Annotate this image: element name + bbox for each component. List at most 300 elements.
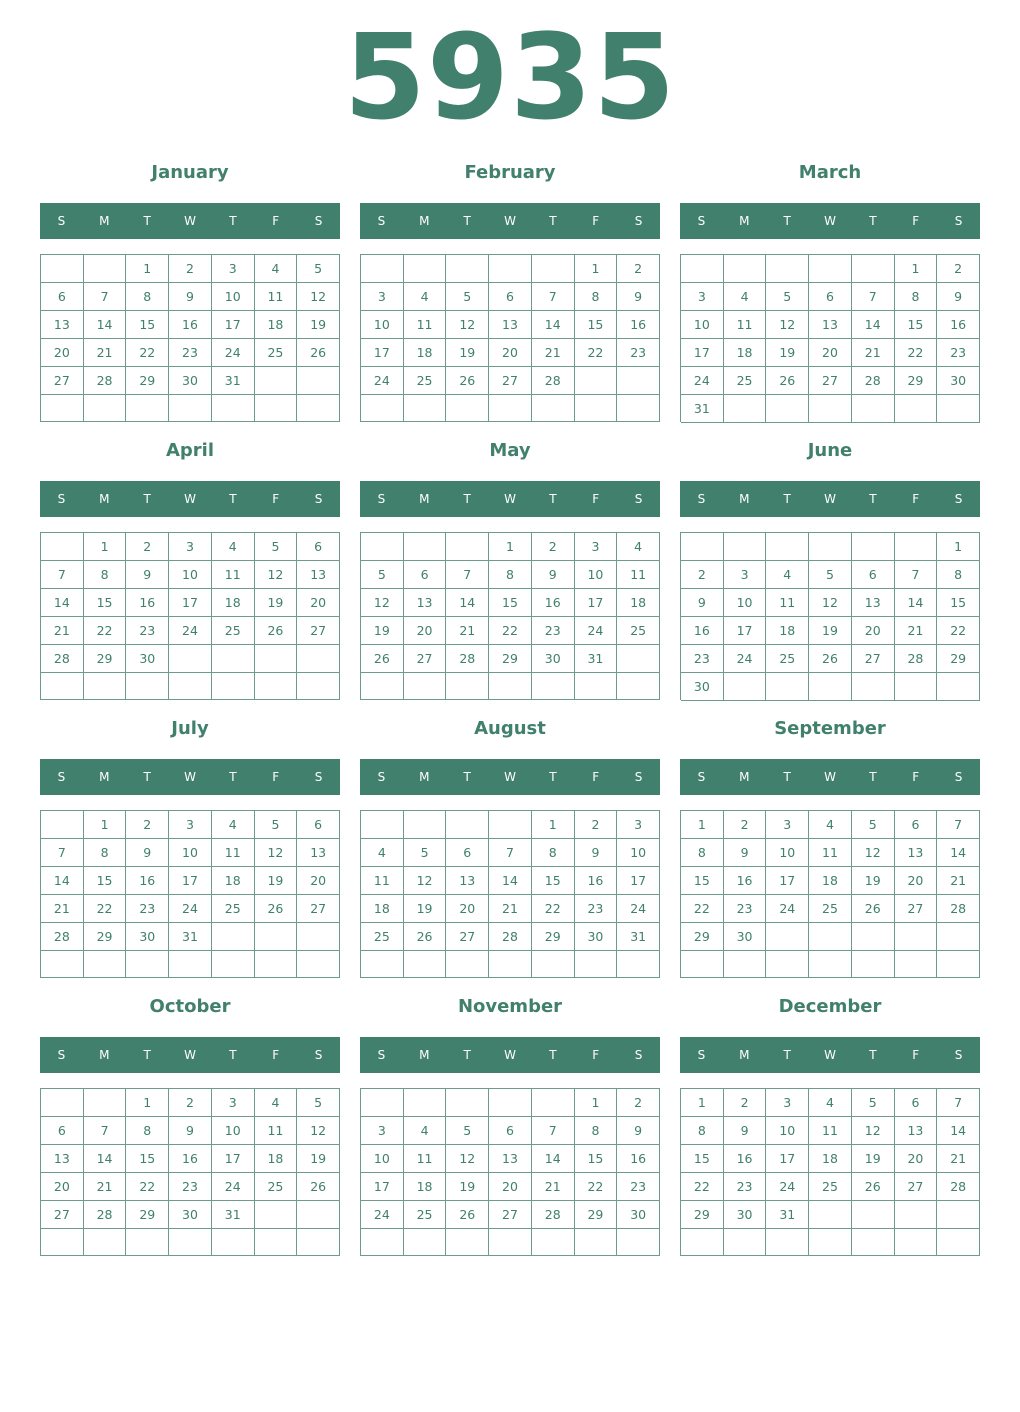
empty-day-cell: [446, 533, 489, 561]
day-cell: 25: [404, 1201, 447, 1229]
day-cell: 11: [255, 283, 298, 311]
day-cell: 10: [169, 839, 212, 867]
day-cell: 27: [895, 1173, 938, 1201]
empty-day-cell: [446, 395, 489, 422]
empty-day-cell: [41, 533, 84, 561]
day-cell: 24: [766, 895, 809, 923]
day-cell: 12: [255, 561, 298, 589]
empty-day-cell: [212, 923, 255, 951]
day-cell: 3: [212, 255, 255, 283]
weekday-header: [40, 203, 340, 239]
day-cell: 31: [575, 645, 618, 673]
day-cell: 19: [297, 311, 340, 339]
empty-day-cell: [404, 951, 447, 978]
empty-day-cell: [126, 1229, 169, 1256]
day-cell: 3: [766, 1089, 809, 1117]
weekday-label: S: [954, 1048, 963, 1062]
empty-day-cell: [297, 673, 340, 700]
empty-day-cell: [489, 951, 532, 978]
empty-day-cell: [766, 951, 809, 978]
empty-day-cell: [489, 1089, 532, 1117]
day-cell: 16: [532, 589, 575, 617]
day-cell: 14: [84, 311, 127, 339]
day-cell: 30: [126, 923, 169, 951]
day-cell: 21: [852, 339, 895, 367]
empty-day-cell: [361, 951, 404, 978]
empty-day-cell: [446, 811, 489, 839]
empty-day-cell: [169, 645, 212, 673]
day-cell: 8: [575, 1117, 618, 1145]
day-cell: 23: [617, 339, 660, 367]
empty-day-cell: [361, 395, 404, 422]
day-cell: 25: [809, 895, 852, 923]
empty-day-cell: [895, 673, 938, 701]
day-cell: 2: [681, 561, 724, 589]
month-name: December: [778, 996, 882, 1017]
weekday-label: T: [869, 492, 877, 506]
day-cell: 22: [84, 895, 127, 923]
day-cell: 19: [446, 1173, 489, 1201]
day-cell: 19: [766, 339, 809, 367]
day-cell: 27: [297, 617, 340, 645]
month-name: March: [798, 162, 862, 183]
day-cell: 28: [84, 367, 127, 395]
day-cell: 1: [126, 1089, 169, 1117]
empty-day-cell: [937, 951, 980, 978]
day-cell: 21: [937, 1145, 980, 1173]
day-cell: 3: [617, 811, 660, 839]
day-cell: 30: [126, 645, 169, 673]
day-cell: 2: [724, 811, 767, 839]
day-cell: 4: [617, 533, 660, 561]
empty-day-cell: [126, 951, 169, 978]
day-cell: 23: [724, 1173, 767, 1201]
day-cell: 2: [169, 1089, 212, 1117]
day-cell: 6: [297, 811, 340, 839]
empty-day-cell: [895, 1201, 938, 1229]
weekday-header: [40, 759, 340, 795]
weekday-label: W: [184, 1048, 196, 1062]
day-cell: 28: [446, 645, 489, 673]
empty-day-cell: [575, 951, 618, 978]
empty-day-cell: [724, 533, 767, 561]
day-cell: 12: [766, 311, 809, 339]
day-cell: 20: [809, 339, 852, 367]
day-cell: 13: [297, 839, 340, 867]
day-cell: 21: [446, 617, 489, 645]
day-cell: 22: [489, 617, 532, 645]
empty-day-cell: [404, 1229, 447, 1256]
day-cell: 25: [212, 617, 255, 645]
empty-day-cell: [255, 951, 298, 978]
day-cell: 24: [681, 367, 724, 395]
day-cell: 11: [404, 311, 447, 339]
day-cell: 5: [404, 839, 447, 867]
day-cell: 5: [852, 1089, 895, 1117]
weekday-header: [360, 759, 660, 795]
day-cell: 17: [617, 867, 660, 895]
weekday-label: W: [504, 770, 516, 784]
day-grid: [360, 532, 660, 700]
empty-day-cell: [809, 1201, 852, 1229]
empty-day-cell: [937, 1201, 980, 1229]
weekday-label: S: [314, 1048, 323, 1062]
weekday-label: M: [419, 492, 430, 506]
day-cell: 7: [532, 283, 575, 311]
empty-day-cell: [532, 255, 575, 283]
empty-day-cell: [255, 673, 298, 700]
day-cell: 13: [297, 561, 340, 589]
day-cell: 30: [532, 645, 575, 673]
day-cell: 21: [84, 1173, 127, 1201]
weekday-label: F: [912, 1048, 920, 1062]
weekday-label: T: [143, 214, 151, 228]
day-cell: 30: [169, 367, 212, 395]
day-cell: 16: [724, 1145, 767, 1173]
empty-day-cell: [169, 1229, 212, 1256]
day-cell: 17: [169, 589, 212, 617]
day-cell: 7: [895, 561, 938, 589]
weekday-label: M: [419, 214, 430, 228]
day-grid: [40, 532, 340, 700]
empty-day-cell: [84, 951, 127, 978]
day-cell: 7: [937, 1089, 980, 1117]
empty-day-cell: [404, 533, 447, 561]
day-cell: 29: [681, 923, 724, 951]
empty-day-cell: [489, 255, 532, 283]
month-name: June: [807, 440, 853, 461]
weekday-header: [680, 759, 980, 795]
day-cell: 2: [617, 1089, 660, 1117]
empty-day-cell: [617, 395, 660, 422]
day-grid: [40, 810, 340, 978]
day-cell: 30: [724, 923, 767, 951]
day-cell: 18: [361, 895, 404, 923]
day-cell: 10: [681, 311, 724, 339]
day-cell: 10: [766, 839, 809, 867]
empty-day-cell: [617, 645, 660, 673]
empty-day-cell: [212, 673, 255, 700]
day-cell: 29: [895, 367, 938, 395]
day-cell: 8: [84, 561, 127, 589]
empty-day-cell: [809, 255, 852, 283]
weekday-label: S: [697, 214, 706, 228]
day-cell: 13: [404, 589, 447, 617]
day-cell: 12: [446, 311, 489, 339]
day-cell: 19: [404, 895, 447, 923]
weekday-label: F: [592, 1048, 600, 1062]
day-cell: 23: [532, 617, 575, 645]
weekday-label: S: [57, 1048, 66, 1062]
empty-day-cell: [212, 645, 255, 673]
weekday-label: W: [184, 492, 196, 506]
day-cell: 25: [724, 367, 767, 395]
day-cell: 5: [446, 1117, 489, 1145]
weekday-label: T: [869, 770, 877, 784]
day-cell: 25: [212, 895, 255, 923]
day-cell: 9: [126, 839, 169, 867]
day-cell: 1: [532, 811, 575, 839]
weekday-label: T: [549, 492, 557, 506]
day-cell: 26: [255, 895, 298, 923]
day-grid: [360, 254, 660, 422]
day-cell: 3: [169, 533, 212, 561]
day-cell: 12: [852, 839, 895, 867]
weekday-label: T: [549, 1048, 557, 1062]
empty-day-cell: [84, 255, 127, 283]
day-cell: 18: [809, 1145, 852, 1173]
day-cell: 18: [404, 339, 447, 367]
day-cell: 26: [809, 645, 852, 673]
day-cell: 3: [361, 1117, 404, 1145]
day-cell: 30: [724, 1201, 767, 1229]
day-cell: 15: [575, 311, 618, 339]
empty-day-cell: [361, 673, 404, 700]
weekday-label: S: [634, 492, 643, 506]
day-cell: 11: [212, 839, 255, 867]
day-cell: 11: [724, 311, 767, 339]
weekday-label: W: [824, 492, 836, 506]
day-cell: 15: [126, 311, 169, 339]
day-cell: 24: [617, 895, 660, 923]
day-grid: [360, 1088, 660, 1256]
day-grid: [680, 532, 980, 700]
day-cell: 7: [41, 839, 84, 867]
weekday-label: T: [463, 770, 471, 784]
weekday-label: T: [463, 214, 471, 228]
day-cell: 7: [84, 283, 127, 311]
empty-day-cell: [809, 1229, 852, 1256]
day-cell: 21: [937, 867, 980, 895]
day-cell: 21: [41, 617, 84, 645]
day-cell: 9: [724, 1117, 767, 1145]
day-cell: 13: [895, 1117, 938, 1145]
empty-day-cell: [404, 673, 447, 700]
day-cell: 15: [681, 867, 724, 895]
day-cell: 31: [617, 923, 660, 951]
day-cell: 10: [766, 1117, 809, 1145]
day-cell: 20: [446, 895, 489, 923]
empty-day-cell: [84, 673, 127, 700]
empty-day-cell: [489, 673, 532, 700]
day-cell: 17: [766, 867, 809, 895]
day-cell: 9: [617, 1117, 660, 1145]
day-cell: 10: [361, 1145, 404, 1173]
day-cell: 4: [212, 533, 255, 561]
day-cell: 28: [937, 1173, 980, 1201]
day-cell: 15: [84, 867, 127, 895]
day-cell: 17: [724, 617, 767, 645]
day-cell: 24: [169, 617, 212, 645]
day-cell: 9: [169, 283, 212, 311]
day-cell: 18: [724, 339, 767, 367]
weekday-label: M: [739, 214, 750, 228]
empty-day-cell: [766, 533, 809, 561]
day-cell: 30: [575, 923, 618, 951]
weekday-label: W: [824, 214, 836, 228]
day-cell: 22: [126, 339, 169, 367]
empty-day-cell: [297, 923, 340, 951]
day-cell: 12: [852, 1117, 895, 1145]
empty-day-cell: [446, 951, 489, 978]
empty-day-cell: [361, 533, 404, 561]
day-cell: 1: [575, 1089, 618, 1117]
empty-day-cell: [489, 395, 532, 422]
day-cell: 26: [446, 367, 489, 395]
day-cell: 7: [532, 1117, 575, 1145]
empty-day-cell: [895, 951, 938, 978]
day-cell: 7: [84, 1117, 127, 1145]
empty-day-cell: [852, 533, 895, 561]
weekday-label: F: [592, 770, 600, 784]
weekday-label: S: [377, 492, 386, 506]
day-cell: 10: [575, 561, 618, 589]
day-cell: 16: [617, 311, 660, 339]
weekday-label: S: [697, 492, 706, 506]
day-cell: 15: [84, 589, 127, 617]
day-cell: 24: [766, 1173, 809, 1201]
day-cell: 7: [41, 561, 84, 589]
empty-day-cell: [84, 1089, 127, 1117]
day-cell: 10: [361, 311, 404, 339]
day-cell: 22: [575, 339, 618, 367]
weekday-label: S: [634, 1048, 643, 1062]
empty-day-cell: [532, 1229, 575, 1256]
empty-day-cell: [297, 1201, 340, 1229]
day-cell: 21: [84, 339, 127, 367]
day-cell: 14: [532, 1145, 575, 1173]
empty-day-cell: [41, 673, 84, 700]
day-cell: 6: [489, 283, 532, 311]
day-cell: 27: [446, 923, 489, 951]
day-cell: 16: [937, 311, 980, 339]
day-cell: 10: [617, 839, 660, 867]
empty-day-cell: [255, 1229, 298, 1256]
day-cell: 6: [41, 283, 84, 311]
empty-day-cell: [169, 395, 212, 422]
weekday-label: S: [314, 492, 323, 506]
day-cell: 23: [126, 895, 169, 923]
day-cell: 29: [681, 1201, 724, 1229]
weekday-label: S: [697, 770, 706, 784]
weekday-label: T: [229, 1048, 237, 1062]
day-cell: 12: [361, 589, 404, 617]
empty-day-cell: [937, 395, 980, 423]
day-cell: 26: [766, 367, 809, 395]
day-cell: 6: [297, 533, 340, 561]
empty-day-cell: [212, 951, 255, 978]
weekday-label: W: [824, 1048, 836, 1062]
day-cell: 14: [937, 839, 980, 867]
empty-day-cell: [681, 951, 724, 978]
day-cell: 16: [724, 867, 767, 895]
weekday-label: T: [549, 214, 557, 228]
day-cell: 4: [809, 811, 852, 839]
day-cell: 29: [575, 1201, 618, 1229]
day-cell: 28: [937, 895, 980, 923]
weekday-label: S: [377, 214, 386, 228]
day-cell: 8: [681, 839, 724, 867]
day-cell: 2: [532, 533, 575, 561]
day-cell: 7: [489, 839, 532, 867]
empty-day-cell: [361, 255, 404, 283]
day-cell: 2: [937, 255, 980, 283]
weekday-label: S: [314, 214, 323, 228]
day-cell: 3: [724, 561, 767, 589]
day-cell: 5: [766, 283, 809, 311]
day-cell: 6: [446, 839, 489, 867]
day-cell: 30: [169, 1201, 212, 1229]
empty-day-cell: [937, 923, 980, 951]
empty-day-cell: [809, 951, 852, 978]
weekday-label: T: [143, 770, 151, 784]
weekday-label: S: [954, 214, 963, 228]
day-cell: 1: [84, 811, 127, 839]
day-cell: 8: [532, 839, 575, 867]
empty-day-cell: [212, 395, 255, 422]
day-cell: 8: [489, 561, 532, 589]
day-cell: 4: [766, 561, 809, 589]
month-name: February: [464, 162, 556, 183]
empty-day-cell: [681, 533, 724, 561]
day-cell: 14: [41, 589, 84, 617]
day-cell: 27: [489, 1201, 532, 1229]
weekday-label: F: [272, 492, 280, 506]
day-cell: 22: [84, 617, 127, 645]
weekday-label: T: [783, 1048, 791, 1062]
day-cell: 29: [126, 367, 169, 395]
day-cell: 6: [852, 561, 895, 589]
day-cell: 20: [41, 339, 84, 367]
day-cell: 26: [446, 1201, 489, 1229]
day-grid: [680, 810, 980, 978]
day-cell: 22: [532, 895, 575, 923]
day-cell: 20: [489, 339, 532, 367]
day-cell: 21: [41, 895, 84, 923]
day-grid: [40, 254, 340, 422]
day-cell: 24: [361, 1201, 404, 1229]
weekday-label: T: [143, 1048, 151, 1062]
empty-day-cell: [532, 1089, 575, 1117]
weekday-label: T: [869, 214, 877, 228]
day-cell: 6: [895, 1089, 938, 1117]
day-cell: 4: [255, 255, 298, 283]
day-cell: 23: [617, 1173, 660, 1201]
day-cell: 5: [852, 811, 895, 839]
empty-day-cell: [41, 395, 84, 422]
weekday-label: W: [824, 770, 836, 784]
day-cell: 1: [489, 533, 532, 561]
month-name: January: [151, 162, 229, 183]
day-cell: 22: [681, 1173, 724, 1201]
weekday-label: F: [912, 492, 920, 506]
empty-day-cell: [724, 1229, 767, 1256]
day-cell: 27: [895, 895, 938, 923]
empty-day-cell: [575, 673, 618, 700]
day-cell: 12: [446, 1145, 489, 1173]
empty-day-cell: [681, 1229, 724, 1256]
day-cell: 24: [575, 617, 618, 645]
empty-day-cell: [532, 951, 575, 978]
empty-day-cell: [361, 1229, 404, 1256]
empty-day-cell: [681, 255, 724, 283]
day-cell: 3: [169, 811, 212, 839]
day-cell: 14: [84, 1145, 127, 1173]
empty-day-cell: [766, 395, 809, 423]
day-cell: 18: [617, 589, 660, 617]
day-cell: 4: [361, 839, 404, 867]
weekday-label: T: [463, 1048, 471, 1062]
